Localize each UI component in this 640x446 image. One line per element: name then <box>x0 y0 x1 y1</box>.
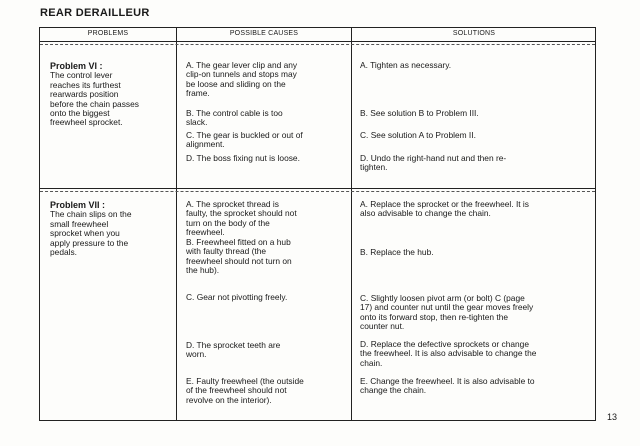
problem-7-solution-d <box>360 340 536 368</box>
problem-7-cause-b <box>186 238 292 276</box>
problem-6-solution-c <box>360 131 476 140</box>
text-line: D. The boss fixing nut is loose. <box>186 153 300 163</box>
problem-6-cause-b <box>186 109 283 128</box>
text-line: D. Undo the right-hand nut and then re- <box>360 153 507 163</box>
problem-7-solution-c <box>360 294 533 332</box>
text-line: turn on the body of the <box>186 217 270 228</box>
text-line: alignment. <box>186 139 225 150</box>
problem-7-solution-e <box>360 377 535 396</box>
text-line: B. Replace the hub. <box>360 247 434 257</box>
text-line: B. Freewheel fitted on a hub <box>186 237 291 247</box>
text-line: freewheel sprocket. <box>50 117 123 128</box>
text-line: C. The gear is buckled or out of <box>186 130 303 140</box>
problem-7-solution-a <box>360 200 529 219</box>
problem-7-desc <box>50 210 131 257</box>
page-title: REAR DERAILLEUR <box>40 7 150 19</box>
problem-6-solution-d <box>360 154 506 173</box>
problem-7-cause-a <box>186 200 297 238</box>
text-line: pedals. <box>50 247 78 258</box>
problem-6 <box>50 62 139 128</box>
page-number: 13 <box>607 412 618 422</box>
row-divider <box>40 188 595 189</box>
text-line: apply pressure to the <box>50 237 129 248</box>
text-line: tighten. <box>360 162 388 173</box>
text-line: also advisable to change the chain. <box>360 208 491 219</box>
text-line: A. Replace the sprocket or the freewheel. It is <box>360 199 529 209</box>
text-line: with faulty thread (the <box>186 246 267 257</box>
text-line: reaches its furthest <box>50 79 121 90</box>
text-line: E. Change the freewheel. It is also advisable to <box>360 376 535 386</box>
text-line: frame. <box>186 88 210 99</box>
text-line: A. The sprocket thread is <box>186 199 279 209</box>
text-line: revolve on the interior). <box>186 394 272 405</box>
header-causes: POSSIBLE CAUSES <box>229 30 299 37</box>
problem-7-cause-d <box>186 341 280 360</box>
row-dashed-rule <box>40 191 595 192</box>
problem-7-title: Problem VII : <box>50 200 106 210</box>
text-line: of the freewheel should not <box>186 385 287 396</box>
header-problems: PROBLEMS <box>87 30 129 37</box>
text-line: The chain slips on the <box>50 209 132 220</box>
text-line: the freewheel. It is also advisable to change the <box>360 348 537 359</box>
text-line: worn. <box>186 349 207 360</box>
text-line: C. Slightly loosen pivot arm (or bolt) C (page <box>360 293 525 303</box>
text-line: counter nut. <box>360 321 405 332</box>
text-line: sprocket when you <box>50 228 120 239</box>
text-line: D. Replace the defective sprockets or change <box>360 339 529 349</box>
text-line: B. The control cable is too <box>186 108 283 118</box>
text-line: slack. <box>186 117 208 128</box>
text-line: C. Gear not pivotting freely. <box>186 292 288 302</box>
text-line: D. The sprocket teeth are <box>186 340 281 350</box>
problem-6-solution-a <box>360 61 451 70</box>
text-line: clip-on tunnels and stops may <box>186 69 297 80</box>
problem-6-solution-b <box>360 109 479 118</box>
text-line: the hub). <box>186 265 220 276</box>
text-line: faulty, the sprocket should not <box>186 208 297 219</box>
text-line: rearwards position <box>50 89 119 100</box>
text-line: The control lever <box>50 70 113 81</box>
text-line: A. The gear lever clip and any <box>186 60 298 70</box>
text-line: freewheel should not turn on <box>186 255 292 266</box>
problem-7-cause-c <box>186 293 287 302</box>
problem-6-cause-d <box>186 154 300 163</box>
problem-6-title: Problem VI : <box>50 61 103 71</box>
text-line: change the chain. <box>360 385 427 396</box>
text-line: C. See solution A to Problem II. <box>360 130 476 140</box>
problem-7 <box>50 201 131 257</box>
header-dashed-rule <box>40 44 595 45</box>
text-line: onto the biggest <box>50 108 110 119</box>
problem-6-cause-c <box>186 131 303 150</box>
column-divider <box>351 28 352 420</box>
text-line: before the chain passes <box>50 98 139 109</box>
text-line: onto its forward stop, then re-tighten the <box>360 311 509 322</box>
text-line: chain. <box>360 357 383 368</box>
text-line: small freewheel <box>50 218 109 229</box>
header-solutions: SOLUTIONS <box>452 30 496 37</box>
text-line: B. See solution B to Problem III. <box>360 108 479 118</box>
header-divider <box>40 41 595 42</box>
problem-6-cause-a <box>186 61 297 99</box>
problem-6-desc <box>50 71 139 127</box>
column-divider <box>176 28 177 420</box>
text-line: freewheel. <box>186 227 225 238</box>
text-line: be loose and sliding on the <box>186 78 286 89</box>
problem-7-cause-e <box>186 377 304 405</box>
text-line: 17) and counter nut until the gear moves freely <box>360 302 534 313</box>
text-line: E. Faulty freewheel (the outside <box>186 376 304 386</box>
text-line: A. Tighten as necessary. <box>360 60 452 70</box>
troubleshooting-table <box>39 27 596 421</box>
problem-7-solution-b <box>360 248 434 257</box>
